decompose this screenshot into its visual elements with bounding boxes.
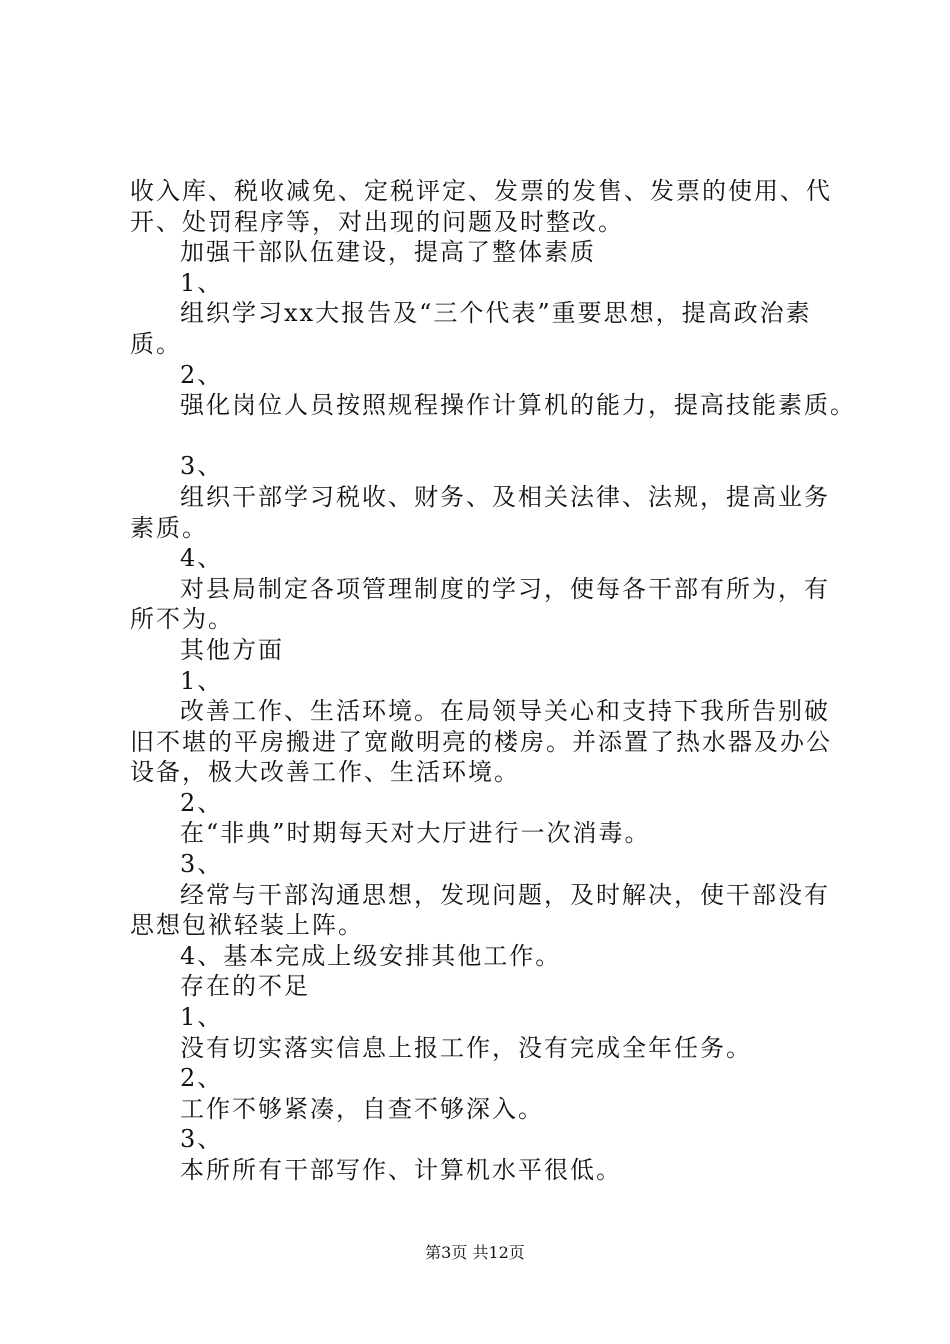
text-line: 在“非典”时期每天对大厅进行一次消毒。 <box>180 819 651 848</box>
text-line: 开、处罚程序等，对出现的问题及时整改。 <box>130 207 624 236</box>
text-line: 强化岗位人员按照规程操作计算机的能力，提高技能素质。 <box>180 391 856 420</box>
text-line: 质。 <box>130 329 182 358</box>
text-line: 3、 <box>180 1125 224 1154</box>
text-line: 1、 <box>180 268 224 297</box>
text-line: 组织学习xx大报告及“三个代表”重要思想，提高政治素 <box>180 299 812 328</box>
text-line: 4、基本完成上级安排其他工作。 <box>180 941 562 970</box>
text-line: 3、 <box>180 850 224 879</box>
text-line: 组织干部学习税收、财务、及相关法律、法规，提高业务 <box>180 482 830 511</box>
text-line: 本所所有干部写作、计算机水平很低。 <box>180 1156 622 1184</box>
text-line: 素质。 <box>130 513 208 542</box>
text-line: 经常与干部沟通思想，发现问题，及时解决，使干部没有 <box>180 880 830 909</box>
text-line: 工作不够紧凑，自查不够深入。 <box>180 1094 544 1123</box>
text-line: 加强干部队伍建设，提高了整体素质 <box>180 238 596 267</box>
text-line: 1、 <box>180 666 224 695</box>
text-line: 设备，极大改善工作、生活环境。 <box>130 758 520 787</box>
text-line: 思想包袱轻装上阵。 <box>130 911 364 940</box>
page-footer: 第3页 共12页 <box>425 1243 525 1262</box>
text-line: 旧不堪的平房搬进了宽敞明亮的楼房。并添置了热水器及办公 <box>130 727 832 756</box>
text-line: 1、 <box>180 1003 224 1032</box>
text-line: 存在的不足 <box>180 972 310 1001</box>
text-line: 没有切实落实信息上报工作，没有完成全年任务。 <box>180 1033 752 1062</box>
text-line: 4、 <box>180 544 224 573</box>
text-line: 2、 <box>180 360 224 389</box>
text-line: 2、 <box>180 788 224 817</box>
text-line: 对县局制定各项管理制度的学习，使每各干部有所为，有 <box>180 574 830 603</box>
blank-line <box>0 421 950 452</box>
text-line: 其他方面 <box>180 635 284 664</box>
text-line: 收入库、税收减免、定税评定、发票的发售、发票的使用、代 <box>130 177 832 205</box>
text-line: 改善工作、生活环境。在局领导关心和支持下我所告别破 <box>180 697 830 726</box>
text-line: 所不为。 <box>130 605 234 634</box>
document-body <box>0 176 950 1186</box>
text-line: 2、 <box>180 1064 224 1093</box>
text-line: 3、 <box>180 452 224 481</box>
